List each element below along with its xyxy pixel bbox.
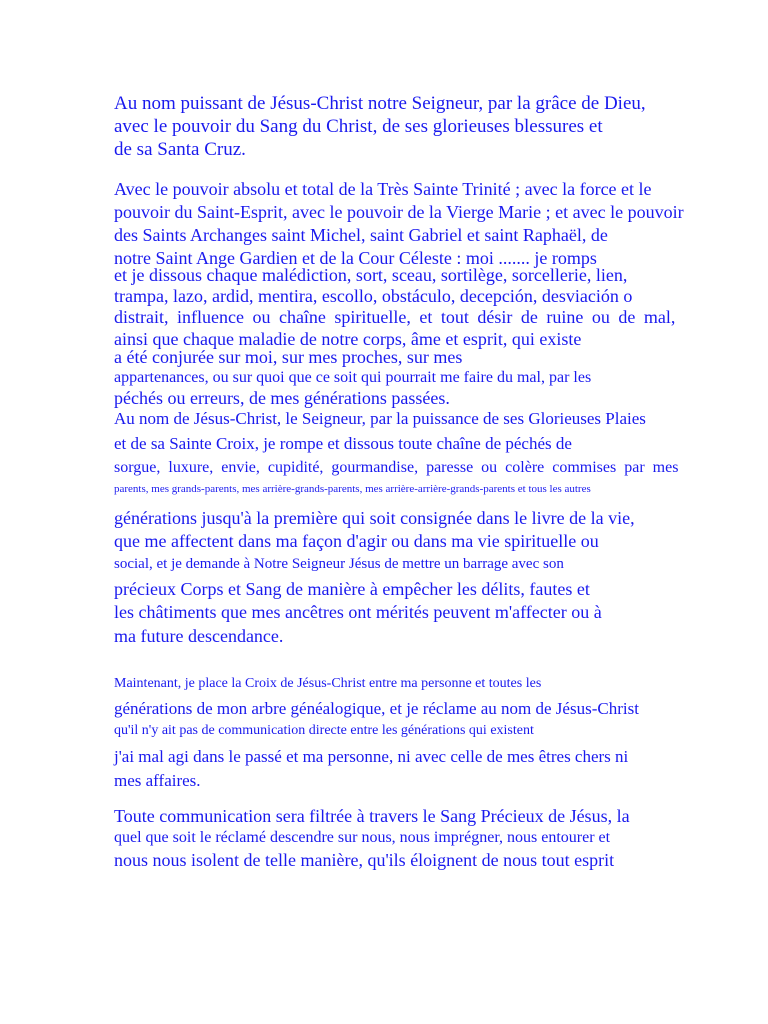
text-line: social, et je demande à Notre Seigneur Jésus de mettre un barrage avec son bbox=[114, 556, 564, 572]
text-line: des Saints Archanges saint Michel, saint Gabriel et saint Raphaël, de bbox=[114, 225, 608, 245]
text-line: Toute communication sera filtrée à travers le Sang Précieux de Jésus, la bbox=[114, 806, 630, 826]
text-line: Avec le pouvoir absolu et total de la Très Sainte Trinité ; avec la force et le bbox=[114, 179, 652, 199]
text-line: quel que soit le réclamé descendre sur nous, nous imprégner, nous entourer et bbox=[114, 829, 611, 846]
text-line: j'ai mal agi dans le passé et ma personne, ni avec celle de mes êtres chers ni bbox=[114, 747, 629, 766]
text-line: ainsi que chaque maladie de notre corps, âme et esprit, qui existe bbox=[114, 329, 582, 349]
text-line: trampa, lazo, ardid, mentira, escollo, obstáculo, decepción, desviación o bbox=[114, 286, 633, 306]
text-line: Maintenant, je place la Croix de Jésus-Christ entre ma personne et toutes les bbox=[114, 676, 542, 691]
text-line: générations de mon arbre généalogique, et je réclame au nom de Jésus-Christ bbox=[114, 699, 639, 718]
text-line: sorgue, luxure, envie, cupidité, gourmandise, paresse ou colère commises par mes bbox=[114, 459, 679, 476]
text-line: précieux Corps et Sang de manière à empêcher les délits, fautes et bbox=[114, 579, 590, 599]
text-line: a été conjurée sur moi, sur mes proches, sur mes bbox=[114, 347, 463, 367]
text-line: péchés ou erreurs, de mes générations passées. bbox=[114, 388, 450, 408]
text-line: de sa Santa Cruz. bbox=[114, 139, 246, 160]
text-line: avec le pouvoir du Sang du Christ, de ses glorieuses blessures et bbox=[114, 116, 603, 137]
text-line: ma future descendance. bbox=[114, 626, 284, 646]
text-line: les châtiments que mes ancêtres ont mérités peuvent m'affecter ou à bbox=[114, 602, 602, 622]
text-line: Au nom de Jésus-Christ, le Seigneur, par la puissance de ses Glorieuses Plaies bbox=[114, 409, 646, 428]
text-line: que me affectent dans ma façon d'agir ou dans ma vie spirituelle ou bbox=[114, 531, 599, 551]
text-line: qu'il n'y ait pas de communication directe entre les générations qui existent bbox=[114, 723, 534, 738]
text-line: et je dissous chaque malédiction, sort, sceau, sortilège, sorcellerie, lien, bbox=[114, 265, 628, 285]
text-line: pouvoir du Saint-Esprit, avec le pouvoir de la Vierge Marie ; et avec le pouvoir bbox=[114, 202, 684, 222]
text-line: notre Saint Ange Gardien et de la Cour Céleste : moi ....... je romps bbox=[114, 248, 597, 268]
text-line: parents, mes grands-parents, mes arrière-grands-parents, mes arrière-arrière-grands-parents et tous les autres bbox=[114, 483, 591, 495]
text-line: appartenances, ou sur quoi que ce soit qui pourrait me faire du mal, par les bbox=[114, 369, 592, 386]
text-line: distrait, influence ou chaîne spirituelle, et tout désir de ruine ou de mal, bbox=[114, 307, 676, 327]
text-line: mes affaires. bbox=[114, 771, 201, 790]
text-line: et de sa Sainte Croix, je rompe et dissous toute chaîne de péchés de bbox=[114, 434, 572, 453]
text-line: Au nom puissant de Jésus-Christ notre Seigneur, par la grâce de Dieu, bbox=[114, 93, 646, 114]
text-line: générations jusqu'à la première qui soit consignée dans le livre de la vie, bbox=[114, 508, 635, 528]
text-line: nous nous isolent de telle manière, qu'ils éloignent de nous tout esprit bbox=[114, 850, 615, 870]
